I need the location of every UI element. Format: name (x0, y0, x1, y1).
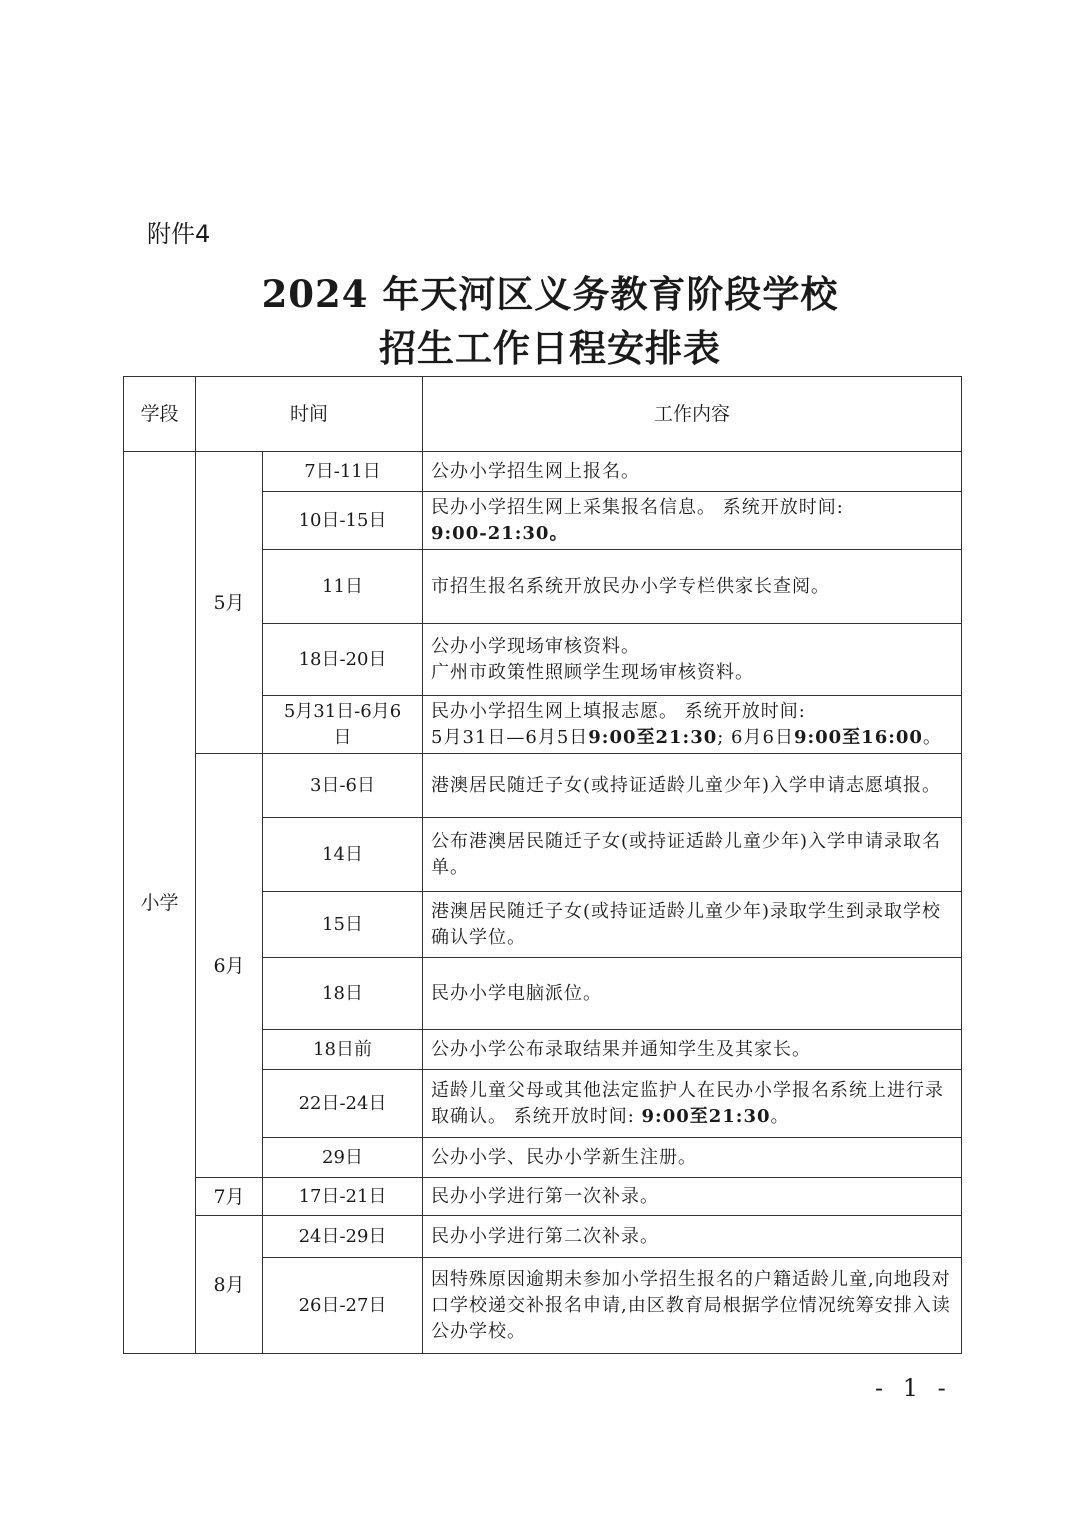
content-cell (423, 1070, 962, 1138)
content-text: 公办小学现场审核资料。 (431, 635, 641, 657)
content-cell (423, 492, 962, 550)
content-cell: 民办小学电脑派位。 (423, 958, 962, 1030)
content-cell: 民办小学进行第二次补录。 (423, 1216, 962, 1258)
date-cell: 18日 (263, 958, 423, 1030)
date-cell: 26日-27日 (263, 1258, 423, 1354)
content-text: 民办小学招生网上填报志愿。 系统开放时间: (431, 700, 806, 722)
content-text: 5月31日—6月5日 (431, 726, 589, 748)
date-cell: 7日-11日 (263, 452, 423, 492)
stage-cell: 小学 (124, 452, 196, 1354)
attachment-label: 附件4 (147, 220, 211, 248)
system-hours: 9:00至21:30 (641, 1105, 771, 1127)
date-text: 日 (333, 726, 352, 748)
content-cell: 公办小学、民办小学新生注册。 (423, 1138, 962, 1178)
content-cell: 民办小学进行第一次补录。 (423, 1178, 962, 1216)
schedule-table (123, 376, 962, 1354)
content-cell: 公办小学招生网上报名。 (423, 452, 962, 492)
date-text: 5月31日-6月6 (283, 700, 402, 722)
page-number: - 1 - (875, 1374, 952, 1402)
content-text: 。 (922, 726, 942, 748)
date-cell: 10日-15日 (263, 492, 423, 550)
header-content: 工作内容 (423, 377, 962, 452)
date-cell: 22日-24日 (263, 1070, 423, 1138)
system-hours: 9:00至21:30 (588, 726, 718, 748)
table-row (124, 754, 962, 818)
date-cell: 15日 (263, 892, 423, 958)
date-cell: 18日前 (263, 1030, 423, 1070)
date-cell: 11日 (263, 550, 423, 624)
month-july: 7月 (196, 1178, 263, 1216)
content-cell: 港澳居民随迁子女(或持证适龄儿童少年)入学申请志愿填报。 (423, 754, 962, 818)
month-june: 6月 (196, 754, 263, 1178)
table-header-row (124, 377, 962, 452)
month-august: 8月 (196, 1216, 263, 1354)
content-text: ; 6月6日 (717, 726, 794, 748)
date-cell: 18日-20日 (263, 624, 423, 696)
date-cell: 3日-6日 (263, 754, 423, 818)
content-cell: 公办小学公布录取结果并通知学生及其家长。 (423, 1030, 962, 1070)
date-cell (263, 696, 423, 754)
date-cell: 24日-29日 (263, 1216, 423, 1258)
system-hours: 9:00至16:00 (793, 726, 923, 748)
month-may: 5月 (196, 452, 263, 754)
page-title-line1: 2024 年天河区义务教育阶段学校 (261, 272, 839, 316)
header-time: 时间 (196, 377, 423, 452)
content-text: 适龄儿童父母或其他法定监护人在民办小学报名系统上进行录取确认。 系统开放时间: (431, 1079, 945, 1127)
content-text: 广州市政策性照顾学生现场审核资料。 (431, 661, 755, 683)
content-cell (423, 696, 962, 754)
content-cell (423, 624, 962, 696)
table-row (124, 1216, 962, 1258)
date-cell: 29日 (263, 1138, 423, 1178)
content-cell: 市招生报名系统开放民办小学专栏供家长查阅。 (423, 550, 962, 624)
content-text: 。 (770, 1105, 790, 1127)
table-row (124, 1178, 962, 1216)
content-cell: 因特殊原因逾期未参加小学招生报名的户籍适龄儿童,向地段对口学校递交补报名申请,由区教育局根据学位情况统筹安排入读公办学校。 (423, 1258, 962, 1354)
content-cell: 公布港澳居民随迁子女(或持证适龄儿童少年)入学申请录取名单。 (423, 818, 962, 892)
content-text: 民办小学招生网上采集报名信息。 系统开放时间: (431, 496, 844, 518)
content-cell: 港澳居民随迁子女(或持证适龄儿童少年)录取学生到录取学校确认学位。 (423, 892, 962, 958)
date-cell: 17日-21日 (263, 1178, 423, 1216)
table-row (124, 452, 962, 492)
date-cell: 14日 (263, 818, 423, 892)
header-stage: 学段 (124, 377, 196, 452)
system-hours: 9:00-21:30。 (431, 522, 569, 544)
page-title-line2: 招生工作日程安排表 (379, 326, 721, 370)
